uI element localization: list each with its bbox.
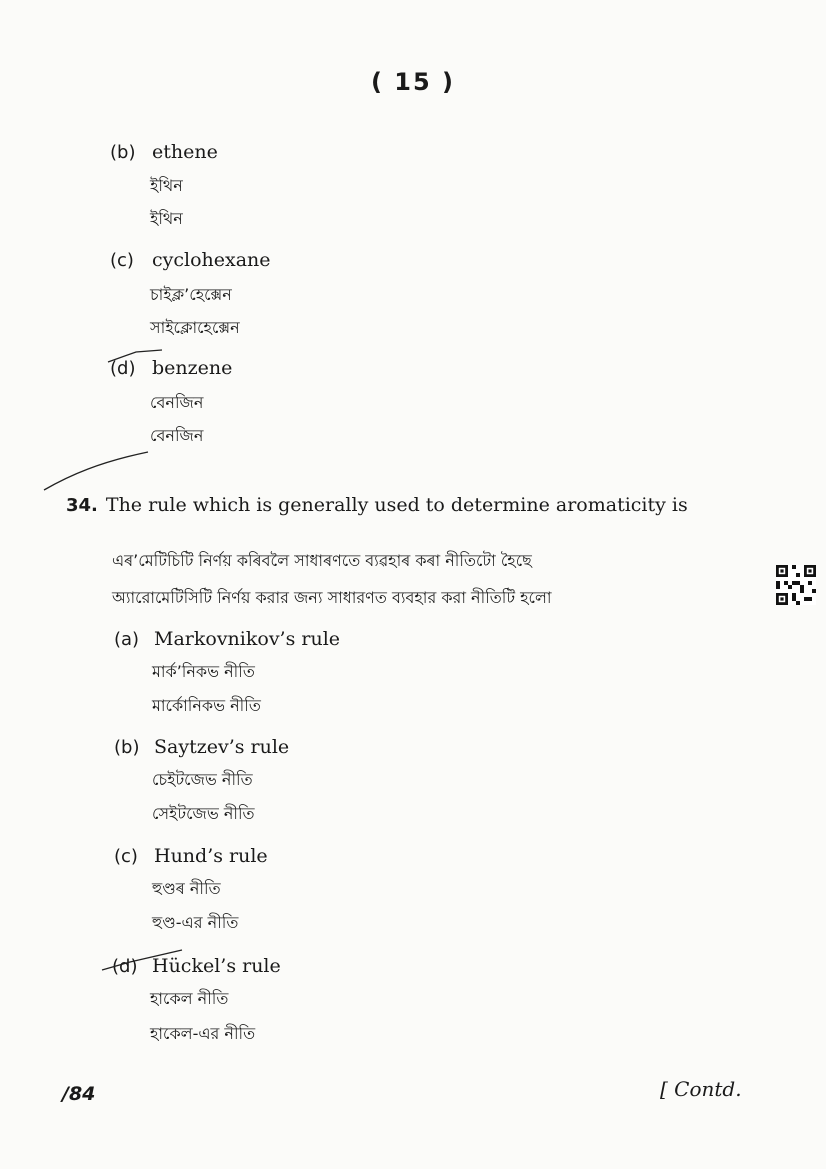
question-34 [66,492,706,519]
option-text: Hückel’s rule [152,955,281,977]
option-a [114,627,340,652]
option-text: Hund’s rule [154,845,268,867]
prev-option-d-bengali: বেনজিন [150,426,204,445]
option-letter: (b) [114,737,140,758]
continued-label: [ Contd. [660,1077,742,1101]
page-number: ( 15 ) [370,68,456,96]
option-c-bengali: হুণ্ড-এর নীতি [152,913,239,932]
option-text: Markovnikov’s rule [154,628,341,650]
prev-option-c [110,248,271,273]
option-text: benzene [152,357,233,379]
check-mark-34 [44,452,148,490]
option-text: Saytzev’s rule [154,736,290,758]
option-b [114,735,289,760]
option-a-assamese: মাৰ্ক’নিকভ নীতি [152,662,255,681]
option-text: cyclohexane [152,249,271,271]
option-d [112,954,281,979]
option-letter: (d) [110,358,136,379]
option-b-assamese: চেইটজেভ নীতি [152,770,253,789]
option-text: ethene [152,141,218,163]
question-text: The rule which is generally used to determine aromaticity is [105,494,688,516]
prev-option-b-assamese: ইথিন [150,176,183,195]
prev-option-c-assamese: চাইক্ল’হেক্সেন [150,285,232,304]
qr-code-icon [776,565,816,605]
prev-option-d [110,356,232,381]
option-letter: (a) [114,629,140,650]
question-assamese: এৰ’মেটিচিটি নিৰ্ণয় কৰিবলৈ সাধাৰণতে ব্যৱহাৰ কৰা নীতিটো হৈছে [112,551,532,570]
prev-option-c-bengali: সাইক্লোহেক্সেন [150,318,240,337]
prev-option-d-assamese: বেনজিন [150,393,204,412]
option-letter: (d) [112,956,138,977]
option-d-assamese: হাকেল নীতি [150,989,229,1008]
prev-option-b [110,140,218,165]
option-a-bengali: মার্কোনিকভ নীতি [152,696,261,715]
option-c-assamese: হুণ্ডৰ নীতি [152,879,221,898]
option-letter: (c) [114,846,138,867]
option-letter: (c) [110,250,134,271]
option-b-bengali: সেইটজেভ নীতি [152,804,255,823]
paper-code: /84 [62,1083,96,1105]
question-number: 34. [66,495,98,516]
prev-option-b-bengali: ইথিন [150,209,183,228]
option-d-bengali: হাকেল-এর নীতি [150,1024,256,1043]
question-bengali: অ্যারোমেটিসিটি নির্ণয় করার জন্য সাধারণত ব্যবহার করা নীতিটি হলো [112,588,552,607]
option-letter: (b) [110,142,136,163]
option-c [114,844,268,869]
